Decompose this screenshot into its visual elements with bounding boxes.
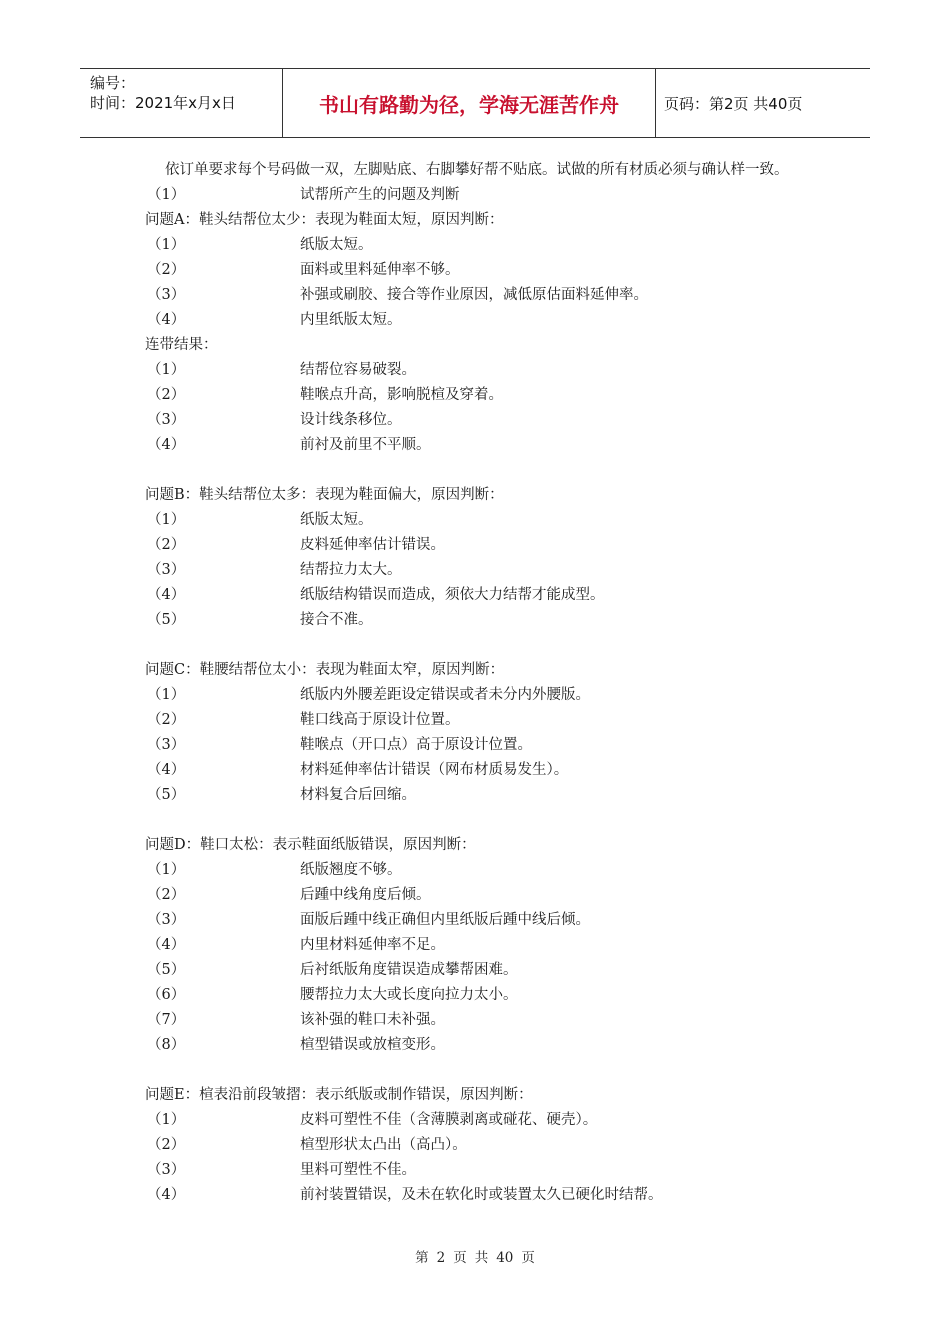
list-item-text: 前衬及前里不平顺。 <box>300 437 431 453</box>
list-item-text: 楦型错误或放楦变形。 <box>300 1037 445 1053</box>
list-item-number: （5） <box>147 962 186 978</box>
list-item-number: （3） <box>147 412 186 428</box>
list-item-number: （3） <box>147 912 186 928</box>
list-item-number: （1） <box>147 687 186 703</box>
list-item-text: 纸版结构错误而造成，须依大力结帮才能成型。 <box>300 587 605 603</box>
section-heading: 连带结果： <box>145 337 218 353</box>
list-item-text: 内里纸版太短。 <box>300 312 402 328</box>
code-label: 编号： <box>90 74 136 92</box>
list-item-text: 材料复合后回缩。 <box>300 787 416 803</box>
list-item-number: （3） <box>147 1162 186 1178</box>
list-item-text: 接合不准。 <box>300 612 373 628</box>
list-item-text: 鞋喉点（开口点）高于原设计位置。 <box>300 737 532 753</box>
list-item <box>145 1008 825 1033</box>
list-item <box>145 1158 825 1183</box>
blank-line <box>145 1058 825 1083</box>
list-item-number: （4） <box>147 587 186 603</box>
list-item-text: 后衬纸版角度错误造成攀帮困难。 <box>300 962 518 978</box>
list-item <box>145 233 825 258</box>
footer-text: 页 <box>521 1250 535 1266</box>
footer-page-number: 2 <box>436 1250 446 1266</box>
list-item <box>145 358 825 383</box>
list-item <box>145 958 825 983</box>
list-item-text: 设计线条移位。 <box>300 412 402 428</box>
list-item-number: （6） <box>147 987 186 1003</box>
header-table <box>80 68 870 138</box>
list-item <box>145 1033 825 1058</box>
list-item <box>145 883 825 908</box>
list-item-number: （2） <box>147 1137 186 1153</box>
list-item-text: 该补强的鞋口未补强。 <box>300 1012 445 1028</box>
date-label: 时间：2021年x月x日 <box>90 94 236 112</box>
section-heading: 问题D：鞋口太松：表示鞋面纸版错误，原因判断： <box>145 837 476 853</box>
list-item <box>145 758 825 783</box>
footer-total-pages: 40 <box>496 1250 514 1266</box>
list-item <box>145 583 825 608</box>
list-item <box>145 1183 825 1208</box>
list-item <box>145 508 825 533</box>
list-item-number: （2） <box>147 712 186 728</box>
list-item <box>145 183 825 208</box>
list-item-text: 鞋喉点升高，影响脱楦及穿着。 <box>300 387 503 403</box>
list-item-number: （5） <box>147 612 186 628</box>
list-item <box>145 683 825 708</box>
section-heading: 问题B：鞋头结帮位太多：表现为鞋面偏大，原因判断： <box>145 487 504 503</box>
list-item <box>145 983 825 1008</box>
list-item <box>145 433 825 458</box>
list-item-text: 里料可塑性不佳。 <box>300 1162 416 1178</box>
intro-paragraph: 依订单要求每个号码做一双，左脚贴底、右脚攀好帮不贴底。试做的所有材质必须与确认样一致。 <box>165 162 789 178</box>
motto: 书山有路勤为径，学海无涯苦作舟 <box>319 92 619 117</box>
list-item-text: 内里材料延伸率不足。 <box>300 937 445 953</box>
page-footer <box>0 1246 950 1266</box>
list-item-number: （7） <box>147 1012 186 1028</box>
list-item-number: （5） <box>147 787 186 803</box>
list-item <box>145 383 825 408</box>
list-item <box>145 908 825 933</box>
list-item-text: 腰帮拉力太大或长度向拉力太小。 <box>300 987 518 1003</box>
list-item-number: （2） <box>147 262 186 278</box>
list-item-number: （4） <box>147 312 186 328</box>
list-item-number: （4） <box>147 1187 186 1203</box>
list-item-text: 纸版太短。 <box>300 512 373 528</box>
list-item-number: （1） <box>147 1112 186 1128</box>
list-item <box>145 283 825 308</box>
list-item-text: 前衬装置错误，及未在软化时或装置太久已硬化时结帮。 <box>300 1187 663 1203</box>
footer-text: 页 <box>453 1250 467 1266</box>
list-item-text: 结帮位容易破裂。 <box>300 362 416 378</box>
list-item <box>145 708 825 733</box>
list-item-text: 材料延伸率估计错误（网布材质易发生）。 <box>300 762 569 778</box>
blank-line <box>145 633 825 658</box>
list-item <box>145 308 825 333</box>
list-item-text: 后踵中线角度后倾。 <box>300 887 431 903</box>
list-item-text: 面料或里料延伸率不够。 <box>300 262 460 278</box>
list-item-text: 结帮拉力太大。 <box>300 562 402 578</box>
list-item-text: 鞋口线高于原设计位置。 <box>300 712 460 728</box>
list-item-number: （2） <box>147 887 186 903</box>
list-item-text: 纸版内外腰差距设定错误或者未分内外腰版。 <box>300 687 590 703</box>
list-item-text: 试帮所产生的问题及判断 <box>300 187 460 203</box>
list-item <box>145 558 825 583</box>
blank-line <box>145 458 825 483</box>
footer-text: 第 <box>415 1250 429 1266</box>
list-item <box>145 608 825 633</box>
list-item-text: 纸版太短。 <box>300 237 373 253</box>
list-item-text: 皮料延伸率估计错误。 <box>300 537 445 553</box>
list-item-number: （8） <box>147 1037 186 1053</box>
list-item-number: （2） <box>147 387 186 403</box>
list-item-number: （4） <box>147 437 186 453</box>
list-item-number: （4） <box>147 937 186 953</box>
list-item <box>145 408 825 433</box>
header-left-cell <box>90 73 236 113</box>
blank-line <box>145 808 825 833</box>
list-item <box>145 258 825 283</box>
list-item <box>145 783 825 808</box>
page-label: 页码：第2页 共40页 <box>664 95 803 113</box>
list-item <box>145 858 825 883</box>
list-item-text: 纸版翘度不够。 <box>300 862 402 878</box>
list-item <box>145 1108 825 1133</box>
section-heading: 问题A：鞋头结帮位太少：表现为鞋面太短，原因判断： <box>145 212 504 228</box>
list-item-number: （1） <box>147 862 186 878</box>
list-item-number: （1） <box>147 187 186 203</box>
list-item-number: （1） <box>147 237 186 253</box>
list-item-number: （1） <box>147 512 186 528</box>
list-item-number: （3） <box>147 562 186 578</box>
list-item-number: （2） <box>147 537 186 553</box>
list-item-text: 补强或刷胶、接合等作业原因，减低原估面料延伸率。 <box>300 287 648 303</box>
list-item-text: 楦型形状太凸出（高凸）。 <box>300 1137 467 1153</box>
section-heading: 问题E：楦表沿前段皱摺：表示纸版或制作错误，原因判断： <box>145 1087 533 1103</box>
footer-text: 共 <box>474 1250 489 1266</box>
list-item-number: （3） <box>147 287 186 303</box>
list-item <box>145 533 825 558</box>
list-item <box>145 1133 825 1158</box>
list-item-number: （3） <box>147 737 186 753</box>
section-heading: 问题C：鞋腰结帮位太小：表现为鞋面太窄，原因判断： <box>145 662 505 678</box>
list-item-number: （4） <box>147 762 186 778</box>
list-item-text: 面版后踵中线正确但内里纸版后踵中线后倾。 <box>300 912 590 928</box>
list-item-number: （1） <box>147 362 186 378</box>
list-item <box>145 933 825 958</box>
list-item <box>145 733 825 758</box>
list-item-text: 皮料可塑性不佳（含薄膜剥离或碰花、硬壳）。 <box>300 1112 598 1128</box>
document-body <box>145 158 825 1208</box>
